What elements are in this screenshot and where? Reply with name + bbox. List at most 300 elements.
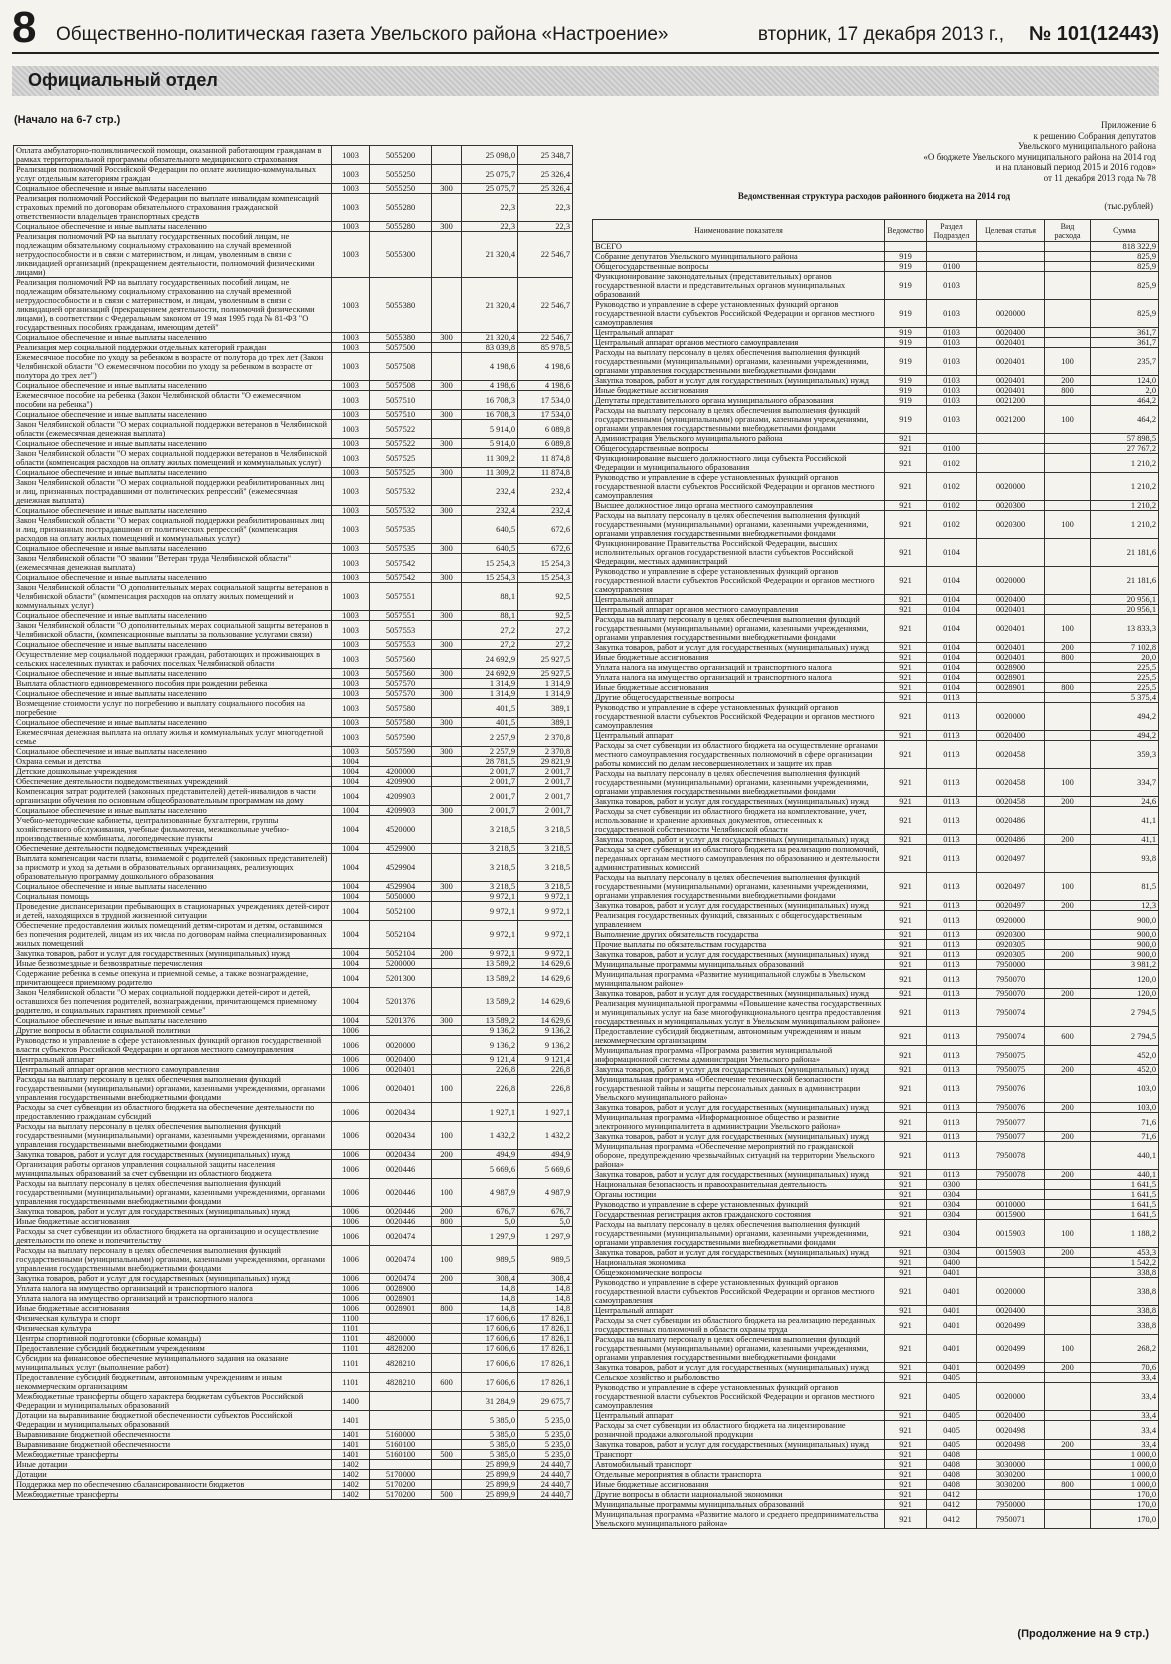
row-dept: 921 <box>885 999 927 1027</box>
row-target: 0028901 <box>370 1304 432 1314</box>
row-sum-2016: 9 972,1 <box>518 892 573 902</box>
row-section: 1006 <box>332 1274 370 1284</box>
row-target: 5055380 <box>370 333 432 343</box>
table-row <box>593 1075 1159 1103</box>
row-sum-2016: 226,8 <box>518 1075 573 1103</box>
row-name: Расходы на выплату персоналу в целях обеспечения выполнения функций государственными (муниципальными) органами, казенными учреждениями, органами управления государственными внебюджетными фондами <box>593 406 885 434</box>
row-sum: 1 641,5 <box>1091 1210 1159 1220</box>
table-row <box>14 892 573 902</box>
row-target: 5055300 <box>370 232 432 278</box>
table-row <box>14 420 573 439</box>
row-sum: 1 210,2 <box>1091 454 1159 473</box>
row-target: 0015903 <box>977 1248 1045 1258</box>
row-target <box>977 262 1045 272</box>
row-dept: 921 <box>885 1510 927 1529</box>
row-sum: 124,0 <box>1091 376 1159 386</box>
row-name: Реализация полномочий РФ на выплату государственных пособий лицам, не подлежащим обязательному социальному страхованию на случай временной нетрудоспособности и в связи с материнством, и лицам, уволенным в связи с ликвидацией организаций (прекращением деятельности, полномочий физическими лицами) <box>14 232 332 278</box>
row-section: 0103 <box>927 376 977 386</box>
row-type <box>432 1470 462 1480</box>
row-target: 5057542 <box>370 573 432 583</box>
row-sum-2016: 308,4 <box>518 1274 573 1284</box>
row-target <box>977 242 1045 252</box>
row-dept: 921 <box>885 911 927 930</box>
row-target: 5055280 <box>370 222 432 232</box>
row-section: 1401 <box>332 1430 370 1440</box>
row-type: 500 <box>432 1490 462 1500</box>
row-type <box>432 391 462 410</box>
row-section: 0113 <box>927 999 977 1027</box>
row-name: Иные бюджетные ассигнования <box>593 1480 885 1490</box>
row-sum-2015: 22,3 <box>462 194 518 222</box>
table-row <box>14 969 573 988</box>
left-table-body <box>14 146 573 1500</box>
row-name: Закон Челябинской области "О мерах социальной поддержки реабилитированных лиц и лиц, признанных пострадавшими от политических репрессий" (компенсация расходов на оплату жилых помещений и коммунальных услуг) <box>14 516 332 544</box>
row-section: 0113 <box>927 930 977 940</box>
row-sum-2016: 85 978,5 <box>518 343 573 353</box>
appendix-line: от 11 декабря 2013 года № 78 <box>1043 172 1156 183</box>
row-name: Муниципальная программа «Развитие малого и среднего предпринимательства Увельского муниципального района» <box>593 1510 885 1529</box>
row-dept: 921 <box>885 741 927 769</box>
row-sum-2016: 3 218,5 <box>518 844 573 854</box>
left-budget-table <box>13 145 573 1500</box>
row-sum-2016: 2 370,8 <box>518 747 573 757</box>
row-target: 0020401 <box>977 615 1045 643</box>
row-type <box>1045 1113 1091 1132</box>
page-header <box>12 3 1159 54</box>
row-dept: 921 <box>885 1411 927 1421</box>
row-type: 300 <box>432 544 462 554</box>
row-section: 0103 <box>927 300 977 328</box>
row-name: Руководство и управление в сфере установленных функций органов государственной власти субъектов Российской Федерации и органов местного самоуправления <box>593 1383 885 1411</box>
row-target: 5057510 <box>370 410 432 420</box>
row-section: 1003 <box>332 439 370 449</box>
row-section: 1003 <box>332 640 370 650</box>
appendix-line: «О бюджете Увельского муниципального района на 2014 год <box>923 151 1156 162</box>
row-section: 1003 <box>332 747 370 757</box>
row-type: 100 <box>432 1122 462 1150</box>
row-dept: 921 <box>885 940 927 950</box>
row-type <box>1045 1411 1091 1421</box>
row-sum-2015: 16 708,3 <box>462 391 518 410</box>
row-target: 0020474 <box>370 1246 432 1274</box>
row-sum: 225,5 <box>1091 663 1159 673</box>
row-type: 200 <box>1045 901 1091 911</box>
row-section: 0113 <box>927 989 977 999</box>
row-dept: 921 <box>885 1440 927 1450</box>
row-dept: 921 <box>885 1335 927 1363</box>
table-row <box>14 1314 573 1324</box>
row-sum: 494,2 <box>1091 703 1159 731</box>
row-section: 0304 <box>927 1200 977 1210</box>
row-sum-2016: 14 629,6 <box>518 988 573 1016</box>
row-target: 0020401 <box>977 605 1045 615</box>
table-row <box>593 1460 1159 1470</box>
row-name: Муниципальная программа «Обеспечение технической безопасности государственной тайны и защиты персональных данных в администрации Увельского муниципального района» <box>593 1075 885 1103</box>
row-sum-2015: 11 309,2 <box>462 468 518 478</box>
row-target: 7950077 <box>977 1113 1045 1132</box>
row-target: 7950070 <box>977 989 1045 999</box>
row-sum-2015: 9 972,1 <box>462 921 518 949</box>
row-sum-2016: 9 972,1 <box>518 949 573 959</box>
continued-from-note: (Начало на 6-7 стр.) <box>14 114 121 126</box>
row-dept: 919 <box>885 300 927 328</box>
row-section: 1004 <box>332 1016 370 1026</box>
row-type: 300 <box>432 1016 462 1026</box>
row-type <box>432 921 462 949</box>
row-section: 0113 <box>927 873 977 901</box>
row-sum-2015: 4 198,6 <box>462 381 518 391</box>
row-name: Закон Челябинской области "О мерах социальной поддержки детей-сирот и детей, оставшихся без попечения родителей, вознаграждении, причитающемся приемному родителю, и социальных гарантиях приемной семье" <box>14 988 332 1016</box>
row-name: Социальное обеспечение и иные выплаты населению <box>14 689 332 699</box>
row-type: 300 <box>432 573 462 583</box>
row-target: 5052104 <box>370 921 432 949</box>
row-name: Иные бюджетные ассигнования <box>14 1304 332 1314</box>
row-type <box>1045 262 1091 272</box>
row-type: 300 <box>432 611 462 621</box>
row-sum-2015: 5 385,0 <box>462 1440 518 1450</box>
table-row <box>593 1450 1159 1460</box>
row-section: 0113 <box>927 940 977 950</box>
row-name: Выравнивание бюджетной обеспеченности <box>14 1430 332 1440</box>
row-target: 0020434 <box>370 1150 432 1160</box>
row-type <box>1045 663 1091 673</box>
table-row <box>14 1103 573 1122</box>
row-target: 7950074 <box>977 999 1045 1027</box>
row-type <box>1045 845 1091 873</box>
row-section: 1003 <box>332 573 370 583</box>
row-dept: 921 <box>885 1065 927 1075</box>
table-row <box>593 930 1159 940</box>
table-row <box>593 663 1159 673</box>
row-name: Выплата областного единовременного пособия при рождении ребенка <box>14 679 332 689</box>
row-target: 0010000 <box>977 1200 1045 1210</box>
row-section: 1004 <box>332 902 370 921</box>
row-target: 5057560 <box>370 650 432 669</box>
row-name: Руководство и управление в сфере установленных функций <box>593 1200 885 1210</box>
row-type <box>1045 1490 1091 1500</box>
row-sum-2016: 2 001,7 <box>518 767 573 777</box>
row-type <box>432 844 462 854</box>
row-sum: 338,8 <box>1091 1268 1159 1278</box>
row-type <box>1045 693 1091 703</box>
row-type: 100 <box>1045 406 1091 434</box>
row-sum-2015: 5 385,0 <box>462 1411 518 1430</box>
row-name: Социальное обеспечение и иные выплаты населению <box>14 410 332 420</box>
row-name: Социальное обеспечение и иные выплаты населению <box>14 1016 332 1026</box>
row-sum: 33,4 <box>1091 1440 1159 1450</box>
row-target <box>977 252 1045 262</box>
table-row <box>14 1440 573 1450</box>
row-sum: 361,7 <box>1091 338 1159 348</box>
table-row <box>14 806 573 816</box>
row-sum-2016: 9 136,2 <box>518 1036 573 1055</box>
row-sum-2015: 15 254,3 <box>462 554 518 573</box>
row-target: 5057532 <box>370 478 432 506</box>
row-dept: 921 <box>885 567 927 595</box>
row-sum-2015: 25 899,9 <box>462 1490 518 1500</box>
row-name: Поддержка мер по обеспечению сбалансированности бюджетов <box>14 1480 332 1490</box>
row-sum: 338,8 <box>1091 1316 1159 1335</box>
table-row <box>593 386 1159 396</box>
table-row <box>593 348 1159 376</box>
table-row <box>593 262 1159 272</box>
table-row <box>14 278 573 333</box>
row-target: 0020300 <box>977 511 1045 539</box>
row-type <box>432 892 462 902</box>
section-title: Официальный отдел <box>28 70 218 90</box>
row-sum-2015: 88,1 <box>462 611 518 621</box>
row-type <box>432 757 462 767</box>
row-name: Другие вопросы в области национальной экономики <box>593 1490 885 1500</box>
row-sum: 338,8 <box>1091 1278 1159 1306</box>
row-name: Социальное обеспечение и иные выплаты населению <box>14 468 332 478</box>
row-section: 1003 <box>332 650 370 669</box>
table-row <box>593 1490 1159 1500</box>
row-section: 0104 <box>927 567 977 595</box>
row-type: 200 <box>1045 643 1091 653</box>
row-name: Центры спортивной подготовки (сборные команды) <box>14 1334 332 1344</box>
row-section: 1003 <box>332 689 370 699</box>
row-sum-2016: 24 440,7 <box>518 1460 573 1470</box>
row-name: Уплата налога на имущество организаций и транспортного налога <box>14 1294 332 1304</box>
row-type <box>1045 1278 1091 1306</box>
row-section: 0401 <box>927 1363 977 1373</box>
right-budget-table <box>592 219 1159 1529</box>
table-row <box>593 741 1159 769</box>
row-target: 5057553 <box>370 640 432 650</box>
row-section: 0113 <box>927 950 977 960</box>
row-sum: 225,5 <box>1091 683 1159 693</box>
row-dept: 921 <box>885 643 927 653</box>
row-type <box>1045 1046 1091 1065</box>
table-row <box>14 689 573 699</box>
table-row <box>593 769 1159 797</box>
row-dept: 921 <box>885 1316 927 1335</box>
row-name: Прочие выплаты по обязательствам государства <box>593 940 885 950</box>
row-type: 300 <box>432 669 462 679</box>
row-name: Центральный аппарат <box>593 1411 885 1421</box>
row-name: Закупка товаров, работ и услуг для государственных (муниципальных) нужд <box>593 1363 885 1373</box>
row-name: Муниципальная программа «Обеспечение мероприятий по гражданской обороне, предупреждению чрезвычайных ситуаций на территории Увельского района» <box>593 1142 885 1170</box>
row-dept: 921 <box>885 473 927 501</box>
row-sum: 57 898,5 <box>1091 434 1159 444</box>
table-row <box>14 1207 573 1217</box>
table-row <box>593 444 1159 454</box>
row-type: 300 <box>432 882 462 892</box>
row-sum-2015: 401,5 <box>462 718 518 728</box>
row-sum-2016: 2 001,7 <box>518 806 573 816</box>
row-section: 0103 <box>927 338 977 348</box>
table-row <box>14 391 573 410</box>
row-type <box>1045 328 1091 338</box>
column-header-name: Наименование показателя <box>593 220 885 242</box>
table-row <box>593 1316 1159 1335</box>
row-sum-2016: 25 927,5 <box>518 669 573 679</box>
row-target: 4529904 <box>370 882 432 892</box>
row-name: Уплата налога на имущество организаций и транспортного налога <box>593 663 885 673</box>
row-sum-2015: 4 198,6 <box>462 353 518 381</box>
row-name: Осуществление мер социальной поддержки граждан, работающих и проживающих в сельских населенных пунктах и рабочих поселках Челябинской области <box>14 650 332 669</box>
row-type: 800 <box>432 1217 462 1227</box>
row-target: 4200000 <box>370 767 432 777</box>
row-target: 5057570 <box>370 679 432 689</box>
row-section: 1006 <box>332 1179 370 1207</box>
row-type <box>1045 444 1091 454</box>
row-sum: 33,4 <box>1091 1421 1159 1440</box>
table-row <box>593 960 1159 970</box>
row-type: 300 <box>432 689 462 699</box>
row-type <box>1045 741 1091 769</box>
row-sum: 453,3 <box>1091 1248 1159 1258</box>
row-sum: 93,8 <box>1091 845 1159 873</box>
row-type: 300 <box>432 506 462 516</box>
row-dept: 921 <box>885 1248 927 1258</box>
row-section: 0113 <box>927 911 977 930</box>
row-section: 1003 <box>332 194 370 222</box>
row-target: 7950076 <box>977 1075 1045 1103</box>
row-sum-2015: 16 708,3 <box>462 410 518 420</box>
row-name: Расходы на выплату персоналу в целях обеспечения выполнения функций государственными (муниципальными) органами, казенными учреждениями, органами управления государственными внебюджетными фондами <box>14 1246 332 1274</box>
row-target <box>370 1460 432 1470</box>
row-dept: 921 <box>885 454 927 473</box>
row-name: Физическая культура и спорт <box>14 1314 332 1324</box>
row-type <box>432 988 462 1016</box>
page-number: 8 <box>12 3 37 52</box>
row-sum: 1 210,2 <box>1091 501 1159 511</box>
row-name: Муниципальная программа «Программа развития муниципальной информационной системы администрации Увельского района» <box>593 1046 885 1065</box>
row-target: 7950071 <box>977 1510 1045 1529</box>
row-sum-2016: 17 826,1 <box>518 1334 573 1344</box>
row-type <box>432 583 462 611</box>
row-section: 0408 <box>927 1460 977 1470</box>
row-sum: 1 000,0 <box>1091 1460 1159 1470</box>
row-name: Реализация полномочий РФ на выплату государственных пособий лицам, не подлежащим обязательному социальному страхованию на случай временной нетрудоспособности и в связи с материнством, и лицам, уволенным в связи с ликвидацией организаций (прекращением деятельности, полномочий физическими лицами), в соответствии с Федеральным законом от 19 мая 1995 года № 81-ФЗ "О государственных пособиях гражданам, имеющим детей" <box>14 278 332 333</box>
row-name: Органы юстиции <box>593 1190 885 1200</box>
row-section: 1003 <box>332 165 370 184</box>
row-name: Социальное обеспечение и иные выплаты населению <box>14 439 332 449</box>
row-sum: 1 210,2 <box>1091 511 1159 539</box>
row-sum: 1 000,0 <box>1091 1450 1159 1460</box>
row-target: 5050000 <box>370 892 432 902</box>
row-type: 800 <box>1045 1480 1091 1490</box>
row-sum-2016: 17 826,1 <box>518 1344 573 1354</box>
row-sum-2015: 1 314,9 <box>462 689 518 699</box>
row-target: 0020434 <box>370 1103 432 1122</box>
row-type <box>432 478 462 506</box>
row-target: 0020400 <box>977 595 1045 605</box>
table-row <box>14 921 573 949</box>
row-name: Уплата налога на имущество организаций и транспортного налога <box>593 673 885 683</box>
column-header-dept: Ведомство <box>885 220 927 242</box>
table-row <box>14 1075 573 1103</box>
row-section: 0103 <box>927 348 977 376</box>
row-section: 0113 <box>927 1065 977 1075</box>
row-type <box>1045 1470 1091 1480</box>
appendix-line: Приложение 6 <box>1100 120 1156 130</box>
row-name: Руководство и управление в сфере установленных функций органов государственной власти субъектов Российской Федерации и органов местного самоуправления <box>593 703 885 731</box>
row-type <box>1045 970 1091 989</box>
row-target <box>370 1324 432 1334</box>
row-name: Дотации <box>14 1470 332 1480</box>
row-name: Предоставление субсидий бюджетным, автономным учреждениям и иным некоммерческим организациям <box>14 1373 332 1392</box>
row-section: 1006 <box>332 1122 370 1150</box>
row-name: Расходы на выплату персоналу в целях обеспечения выполнения функций государственными (муниципальными) органами, казенными учреждениями, органами управления государственными внебюджетными фондами <box>593 1335 885 1363</box>
table-row <box>14 1150 573 1160</box>
row-dept: 921 <box>885 444 927 454</box>
row-section: 1006 <box>332 1103 370 1122</box>
row-sum: 27 767,2 <box>1091 444 1159 454</box>
row-sum-2016: 17 826,1 <box>518 1324 573 1334</box>
row-section: 0401 <box>927 1268 977 1278</box>
row-target <box>977 1180 1045 1190</box>
table-row <box>593 396 1159 406</box>
row-type <box>432 777 462 787</box>
row-sum-2015: 22,3 <box>462 222 518 232</box>
row-target: 7950076 <box>977 1103 1045 1113</box>
row-type: 200 <box>1045 1248 1091 1258</box>
row-name: Ежемесячное пособие по уходу за ребенком в возрасте от полутора до трех лет (Закон Челябинской области "О ежемесячном пособии по уходу за ребенком в возрасте от полутора до трех лет") <box>14 353 332 381</box>
row-name: Социальное обеспечение и иные выплаты населению <box>14 718 332 728</box>
row-type <box>1045 300 1091 328</box>
row-sum-2015: 24 692,9 <box>462 650 518 669</box>
row-target: 3030200 <box>977 1470 1045 1480</box>
row-section: 0113 <box>927 741 977 769</box>
table-row <box>14 333 573 343</box>
row-dept: 921 <box>885 769 927 797</box>
row-section: 0104 <box>927 663 977 673</box>
row-type: 200 <box>1045 376 1091 386</box>
row-sum-2015: 21 320,4 <box>462 278 518 333</box>
row-section: 1004 <box>332 988 370 1016</box>
row-section: 0103 <box>927 272 977 300</box>
table-row <box>14 728 573 747</box>
row-target: 5170000 <box>370 1470 432 1480</box>
row-name: Закупка товаров, работ и услуг для государственных (муниципальных) нужд <box>593 1103 885 1113</box>
row-dept: 919 <box>885 272 927 300</box>
row-type: 200 <box>1045 1132 1091 1142</box>
row-name: Социальное обеспечение и иные выплаты населению <box>14 506 332 516</box>
row-type <box>1045 1450 1091 1460</box>
row-name: Муниципальная программа «Развитие муниципальной службы в Увельском муниципальном районе» <box>593 970 885 989</box>
row-section: 0113 <box>927 1142 977 1170</box>
row-sum-2016: 5 235,0 <box>518 1450 573 1460</box>
row-sum-2016: 1 314,9 <box>518 689 573 699</box>
row-type <box>1045 338 1091 348</box>
row-section: 1006 <box>332 1160 370 1179</box>
row-sum-2015: 9 121,4 <box>462 1055 518 1065</box>
row-name: Муниципальные программы муниципальных образований <box>593 960 885 970</box>
row-sum-2016: 1 927,1 <box>518 1103 573 1122</box>
row-target <box>370 1411 432 1430</box>
row-section: 1003 <box>332 391 370 410</box>
row-type <box>432 1160 462 1179</box>
row-target: 4828210 <box>370 1373 432 1392</box>
row-name: Закупка товаров, работ и услуг для государственных (муниципальных) нужд <box>593 797 885 807</box>
row-name: Содержание ребенка в семье опекуна и приемной семье, а также вознаграждение, причитающееся приемному родителю <box>14 969 332 988</box>
row-target: 0021200 <box>977 396 1045 406</box>
row-section: 0100 <box>927 444 977 454</box>
table-row <box>593 1210 1159 1220</box>
row-type <box>432 449 462 468</box>
row-type: 800 <box>1045 683 1091 693</box>
row-sum-2016: 5 669,6 <box>518 1160 573 1179</box>
row-target: 5057560 <box>370 669 432 679</box>
row-name: Высшее должностное лицо органа местного самоуправления <box>593 501 885 511</box>
table-row <box>14 718 573 728</box>
table-row <box>593 673 1159 683</box>
row-type: 200 <box>1045 1103 1091 1113</box>
table-row <box>14 1460 573 1470</box>
